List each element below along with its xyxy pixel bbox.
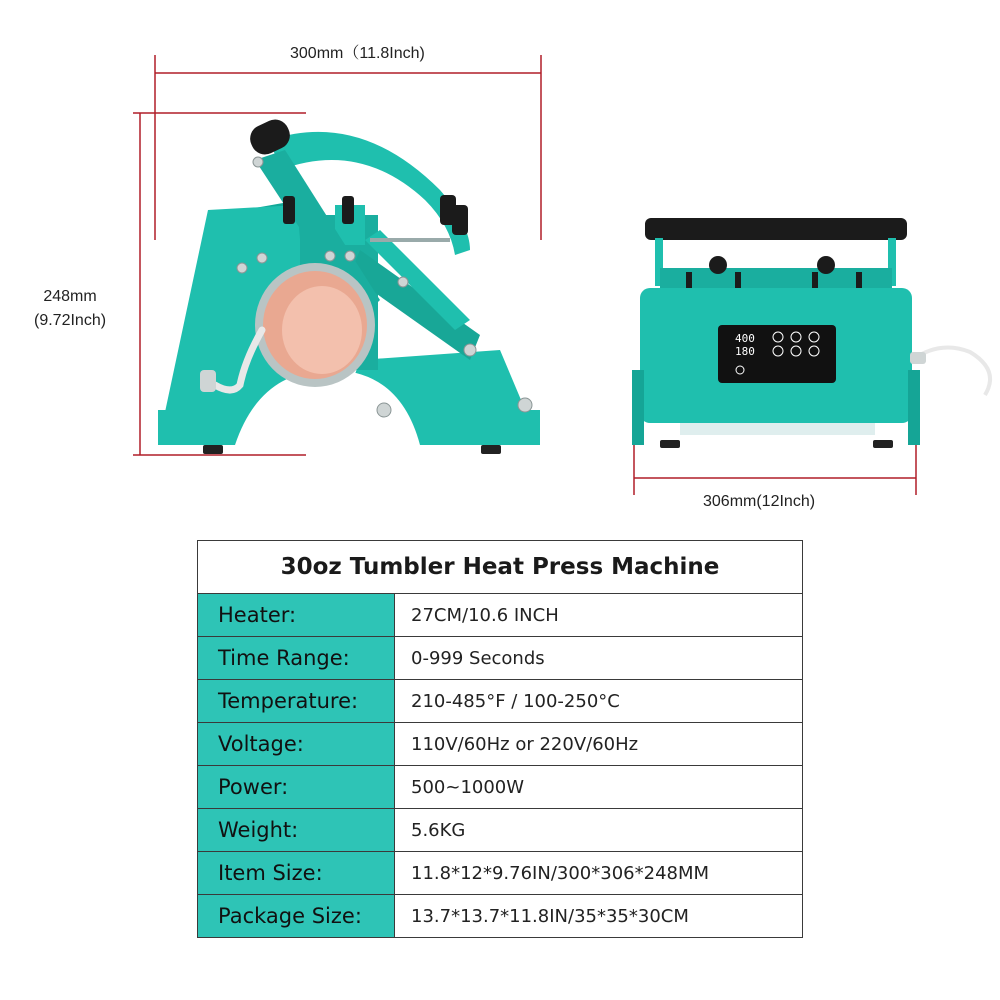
spec-label: Power: — [198, 766, 395, 809]
spec-table-title: 30oz Tumbler Heat Press Machine — [198, 541, 803, 594]
height-inch-label: (9.72Inch) — [34, 312, 107, 329]
spec-value: 0-999 Seconds — [395, 637, 803, 680]
display-temperature: 400 — [735, 332, 755, 345]
spec-label: Time Range: — [198, 637, 395, 680]
spec-value: 5.6KG — [395, 809, 803, 852]
spec-label: Weight: — [198, 809, 395, 852]
spec-row-item-size — [198, 852, 803, 895]
spec-row-package-size — [198, 895, 803, 938]
spec-value: 500~1000W — [395, 766, 803, 809]
width-dimension-label: 300mm（11.8Inch) — [290, 45, 425, 62]
spec-value: 27CM/10.6 INCH — [395, 594, 803, 637]
spec-value: 11.8*12*9.76IN/300*306*248MM — [395, 852, 803, 895]
spec-label: Package Size: — [198, 895, 395, 938]
spec-row-voltage — [198, 723, 803, 766]
spec-row-power — [198, 766, 803, 809]
spec-table-header — [198, 541, 803, 594]
spec-row-heater — [198, 594, 803, 637]
spec-row-time-range — [198, 637, 803, 680]
spec-label: Item Size: — [198, 852, 395, 895]
spec-row-temperature — [198, 680, 803, 723]
display-time: 180 — [735, 345, 755, 358]
height-mm-label: 248mm — [43, 288, 97, 305]
machine-front-view — [632, 218, 990, 448]
spec-row-weight — [198, 809, 803, 852]
spec-label: Voltage: — [198, 723, 395, 766]
machine-side-view — [158, 115, 540, 454]
spec-table — [197, 540, 803, 938]
depth-dimension-label: 306mm(12Inch) — [703, 493, 816, 510]
height-dimension-label — [34, 285, 106, 333]
spec-value: 110V/60Hz or 220V/60Hz — [395, 723, 803, 766]
spec-value: 210-485°F / 100-250°C — [395, 680, 803, 723]
spec-label: Temperature: — [198, 680, 395, 723]
spec-label: Heater: — [198, 594, 395, 637]
spec-value: 13.7*13.7*11.8IN/35*35*30CM — [395, 895, 803, 938]
